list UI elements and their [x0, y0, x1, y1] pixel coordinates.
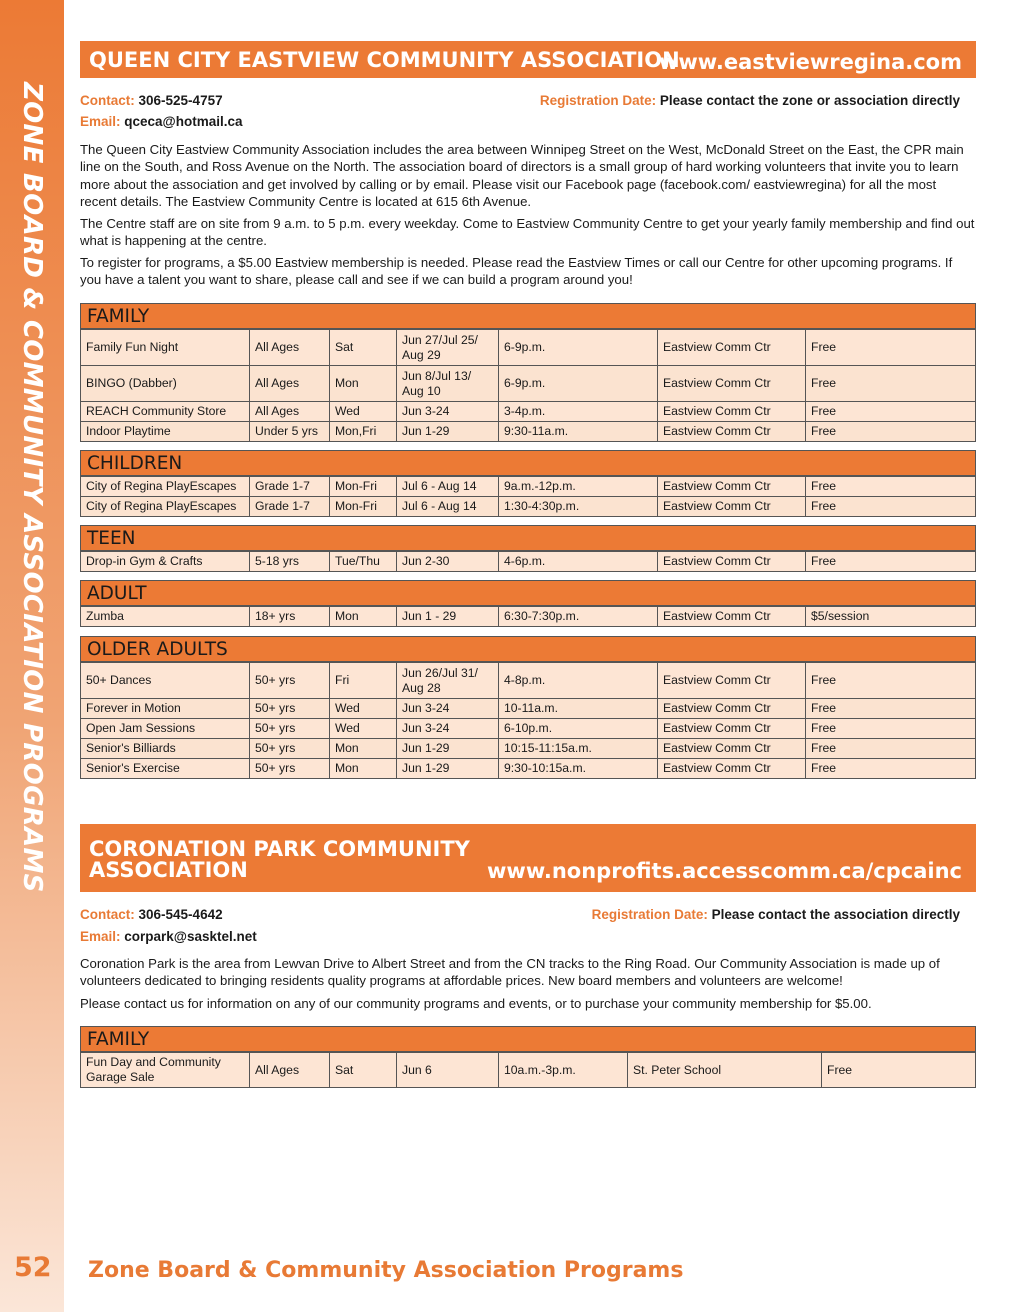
program-fee: Free	[806, 739, 976, 759]
program-day: Mon	[330, 759, 397, 779]
table-row	[81, 330, 976, 366]
program-dates: Jun 27/Jul 25/ Aug 29	[397, 330, 499, 366]
program-dates: Jun 3-24	[397, 719, 499, 739]
program-location: Eastview Comm Ctr	[658, 759, 806, 779]
program-day: Mon	[330, 366, 397, 402]
program-name: Senior's Exercise	[81, 759, 250, 779]
program-dates: Jun 2-30	[397, 552, 499, 572]
table-row	[81, 739, 976, 759]
contact-label: Contact:	[80, 93, 135, 108]
association-url[interactable]: www.eastviewregina.com	[658, 50, 962, 74]
program-dates: Jul 6 - Aug 14	[397, 497, 499, 517]
program-time: 4-8p.m.	[499, 663, 658, 699]
association-name: CORONATION PARK COMMUNITY	[89, 837, 470, 861]
table-row	[81, 366, 976, 402]
program-section-family	[80, 1026, 976, 1088]
email-label: Email:	[80, 114, 121, 129]
program-day: Fri	[330, 663, 397, 699]
association-banner	[80, 824, 976, 892]
program-fee: Free	[806, 402, 976, 422]
program-section-teen	[80, 525, 976, 572]
program-day: Wed	[330, 402, 397, 422]
description-paragraph: Coronation Park is the area from Lewvan Drive to Albert Street and from the CN tracks to the Ring Road. Our Community Association is made up of volunteers dedicated to bringing residents quality programs at affordable prices. New board members and volunteers are welcome!	[80, 956, 940, 989]
program-fee: Free	[806, 552, 976, 572]
program-age: 50+ yrs	[250, 759, 330, 779]
section-title: FAMILY	[80, 1026, 976, 1052]
program-age: 18+ yrs	[250, 607, 330, 627]
table-row	[81, 759, 976, 779]
table-row	[81, 1053, 976, 1088]
program-section-older-adults	[80, 636, 976, 779]
table-row	[81, 699, 976, 719]
program-section-adult	[80, 580, 976, 627]
program-name: REACH Community Store	[81, 402, 250, 422]
table-row	[81, 497, 976, 517]
program-time: 6-9p.m.	[499, 330, 658, 366]
program-section-family	[80, 303, 976, 442]
program-table	[80, 476, 976, 517]
page-number: 52	[14, 1252, 52, 1283]
email-label: Email:	[80, 929, 121, 944]
program-day: Mon-Fri	[330, 497, 397, 517]
program-age: All Ages	[250, 330, 330, 366]
program-fee: Free	[806, 366, 976, 402]
description-paragraph: The Queen City Eastview Community Association includes the area between Winnipeg Street on the West, McDonald Street on the East, the CPR main line on the South, and Ross Avenue on the North. The association board of directors is a small group of hard working volunteers that invite you to learn more about the association and get involved by calling or by email. Please visit our Facebook page (facebook.com/ eastviewregina) for all the most recent details. The Eastview Community Centre is located at 615 6th Avenue.	[80, 142, 964, 209]
program-age: 50+ yrs	[250, 663, 330, 699]
footer-title: Zone Board & Community Association Programs	[88, 1258, 684, 1283]
program-time: 6-10p.m.	[499, 719, 658, 739]
program-age: All Ages	[250, 366, 330, 402]
program-dates: Jul 6 - Aug 14	[397, 477, 499, 497]
contact-row	[80, 93, 960, 108]
program-fee: Free	[806, 330, 976, 366]
program-location: Eastview Comm Ctr	[658, 402, 806, 422]
side-title-wrap	[0, 82, 64, 893]
program-age: 5-18 yrs	[250, 552, 330, 572]
registration-label: Registration Date:	[591, 907, 708, 922]
program-table	[80, 606, 976, 627]
program-location: Eastview Comm Ctr	[658, 719, 806, 739]
program-day: Wed	[330, 719, 397, 739]
contact-phone[interactable]: 306-545-4642	[138, 907, 223, 922]
program-location: Eastview Comm Ctr	[658, 422, 806, 442]
program-table	[80, 1052, 976, 1088]
program-name: Indoor Playtime	[81, 422, 250, 442]
section-title: ADULT	[80, 580, 976, 606]
table-row	[81, 607, 976, 627]
program-age: All Ages	[250, 1053, 330, 1088]
program-name: Forever in Motion	[81, 699, 250, 719]
program-day: Mon,Fri	[330, 422, 397, 442]
program-dates: Jun 3-24	[397, 402, 499, 422]
program-location: Eastview Comm Ctr	[658, 739, 806, 759]
registration-value: Please contact the association directly	[711, 907, 960, 922]
program-fee: Free	[806, 719, 976, 739]
program-time: 9:30-11a.m.	[499, 422, 658, 442]
program-age: 50+ yrs	[250, 699, 330, 719]
program-fee: Free	[806, 422, 976, 442]
program-time: 3-4p.m.	[499, 402, 658, 422]
program-dates: Jun 6	[397, 1053, 499, 1088]
program-location: St. Peter School	[628, 1053, 822, 1088]
description-paragraph: The Centre staff are on site from 9 a.m. to 5 p.m. every weekday. Come to Eastview Community Centre to get your yearly family membership and find out what is happening at the centre.	[80, 216, 975, 249]
program-dates: Jun 1-29	[397, 422, 499, 442]
program-age: Under 5 yrs	[250, 422, 330, 442]
program-location: Eastview Comm Ctr	[658, 699, 806, 719]
program-fee: $5/session	[806, 607, 976, 627]
program-age: Grade 1-7	[250, 477, 330, 497]
table-row	[81, 422, 976, 442]
program-fee: Free	[806, 663, 976, 699]
table-row	[81, 402, 976, 422]
program-name: 50+ Dances	[81, 663, 250, 699]
contact-label: Contact:	[80, 907, 135, 922]
program-location: Eastview Comm Ctr	[658, 607, 806, 627]
email-address[interactable]: qceca@hotmail.ca	[124, 114, 243, 129]
program-day: Wed	[330, 699, 397, 719]
program-dates: Jun 3-24	[397, 699, 499, 719]
program-table	[80, 551, 976, 572]
program-section-children	[80, 450, 976, 517]
contact-phone[interactable]: 306-525-4757	[138, 93, 223, 108]
email-row	[80, 929, 960, 944]
program-table	[80, 662, 976, 779]
program-fee: Free	[806, 699, 976, 719]
program-fee: Free	[806, 477, 976, 497]
program-age: 50+ yrs	[250, 739, 330, 759]
program-fee: Free	[806, 497, 976, 517]
program-age: Grade 1-7	[250, 497, 330, 517]
section-title: OLDER ADULTS	[80, 636, 976, 662]
program-time: 10a.m.-3p.m.	[499, 1053, 628, 1088]
program-time: 6-9p.m.	[499, 366, 658, 402]
side-title: ZONE BOARD & COMMUNITY ASSOCIATION PROGRAMS	[17, 82, 47, 893]
program-dates: Jun 26/Jul 31/ Aug 28	[397, 663, 499, 699]
program-day: Mon-Fri	[330, 477, 397, 497]
program-location: Eastview Comm Ctr	[658, 477, 806, 497]
section-title: TEEN	[80, 525, 976, 551]
registration-info	[540, 93, 960, 108]
email-row	[80, 114, 960, 129]
program-day: Sat	[330, 1053, 397, 1088]
program-dates: Jun 8/Jul 13/ Aug 10	[397, 366, 499, 402]
program-time: 10-11a.m.	[499, 699, 658, 719]
program-name: City of Regina PlayEscapes	[81, 497, 250, 517]
program-dates: Jun 1 - 29	[397, 607, 499, 627]
program-fee: Free	[822, 1053, 976, 1088]
registration-info	[592, 907, 960, 922]
program-fee: Free	[806, 759, 976, 779]
program-age: All Ages	[250, 402, 330, 422]
program-name: Drop-in Gym & Crafts	[81, 552, 250, 572]
association-name-line2: ASSOCIATION	[89, 858, 248, 882]
program-time: 4-6p.m.	[499, 552, 658, 572]
program-time: 9:30-10:15a.m.	[499, 759, 658, 779]
contact-row	[80, 907, 960, 922]
program-name: Senior's Billiards	[81, 739, 250, 759]
program-location: Eastview Comm Ctr	[658, 663, 806, 699]
table-row	[81, 477, 976, 497]
table-row	[81, 663, 976, 699]
program-time: 9a.m.-12p.m.	[499, 477, 658, 497]
description-paragraph: To register for programs, a $5.00 Eastview membership is needed. Please read the Eastview Times or call our Centre for other upcoming programs. If you have a talent you want to share, please call and see if we can build a program around you!	[80, 255, 953, 288]
table-row	[81, 552, 976, 572]
program-table	[80, 329, 976, 442]
program-day: Mon	[330, 739, 397, 759]
program-dates: Jun 1-29	[397, 739, 499, 759]
program-name: BINGO (Dabber)	[81, 366, 250, 402]
registration-value: Please contact the zone or association directly	[659, 93, 960, 108]
association-name: QUEEN CITY EASTVIEW COMMUNITY ASSOCIATION	[89, 48, 680, 72]
table-row	[81, 719, 976, 739]
program-time: 6:30-7:30p.m.	[499, 607, 658, 627]
program-name: Family Fun Night	[81, 330, 250, 366]
program-time: 1:30-4:30p.m.	[499, 497, 658, 517]
program-dates: Jun 1-29	[397, 759, 499, 779]
program-time: 10:15-11:15a.m.	[499, 739, 658, 759]
program-name: Open Jam Sessions	[81, 719, 250, 739]
description-paragraph: Please contact us for information on any of our community programs and events, or to purchase your community membership for $5.00.	[80, 996, 872, 1011]
program-day: Tue/Thu	[330, 552, 397, 572]
program-age: 50+ yrs	[250, 719, 330, 739]
program-name: Fun Day and Community Garage Sale	[81, 1053, 250, 1088]
program-location: Eastview Comm Ctr	[658, 552, 806, 572]
program-location: Eastview Comm Ctr	[658, 366, 806, 402]
program-location: Eastview Comm Ctr	[658, 497, 806, 517]
program-name: Zumba	[81, 607, 250, 627]
program-day: Mon	[330, 607, 397, 627]
side-band	[0, 0, 64, 1312]
association-url[interactable]: www.nonprofits.accesscomm.ca/cpcainc	[487, 859, 962, 883]
registration-label: Registration Date:	[539, 93, 657, 108]
program-location: Eastview Comm Ctr	[658, 330, 806, 366]
association-banner	[80, 41, 976, 78]
section-title: CHILDREN	[80, 450, 976, 476]
section-title: FAMILY	[80, 303, 976, 329]
program-name: City of Regina PlayEscapes	[81, 477, 250, 497]
program-day: Sat	[330, 330, 397, 366]
email-address[interactable]: corpark@sasktel.net	[124, 929, 257, 944]
